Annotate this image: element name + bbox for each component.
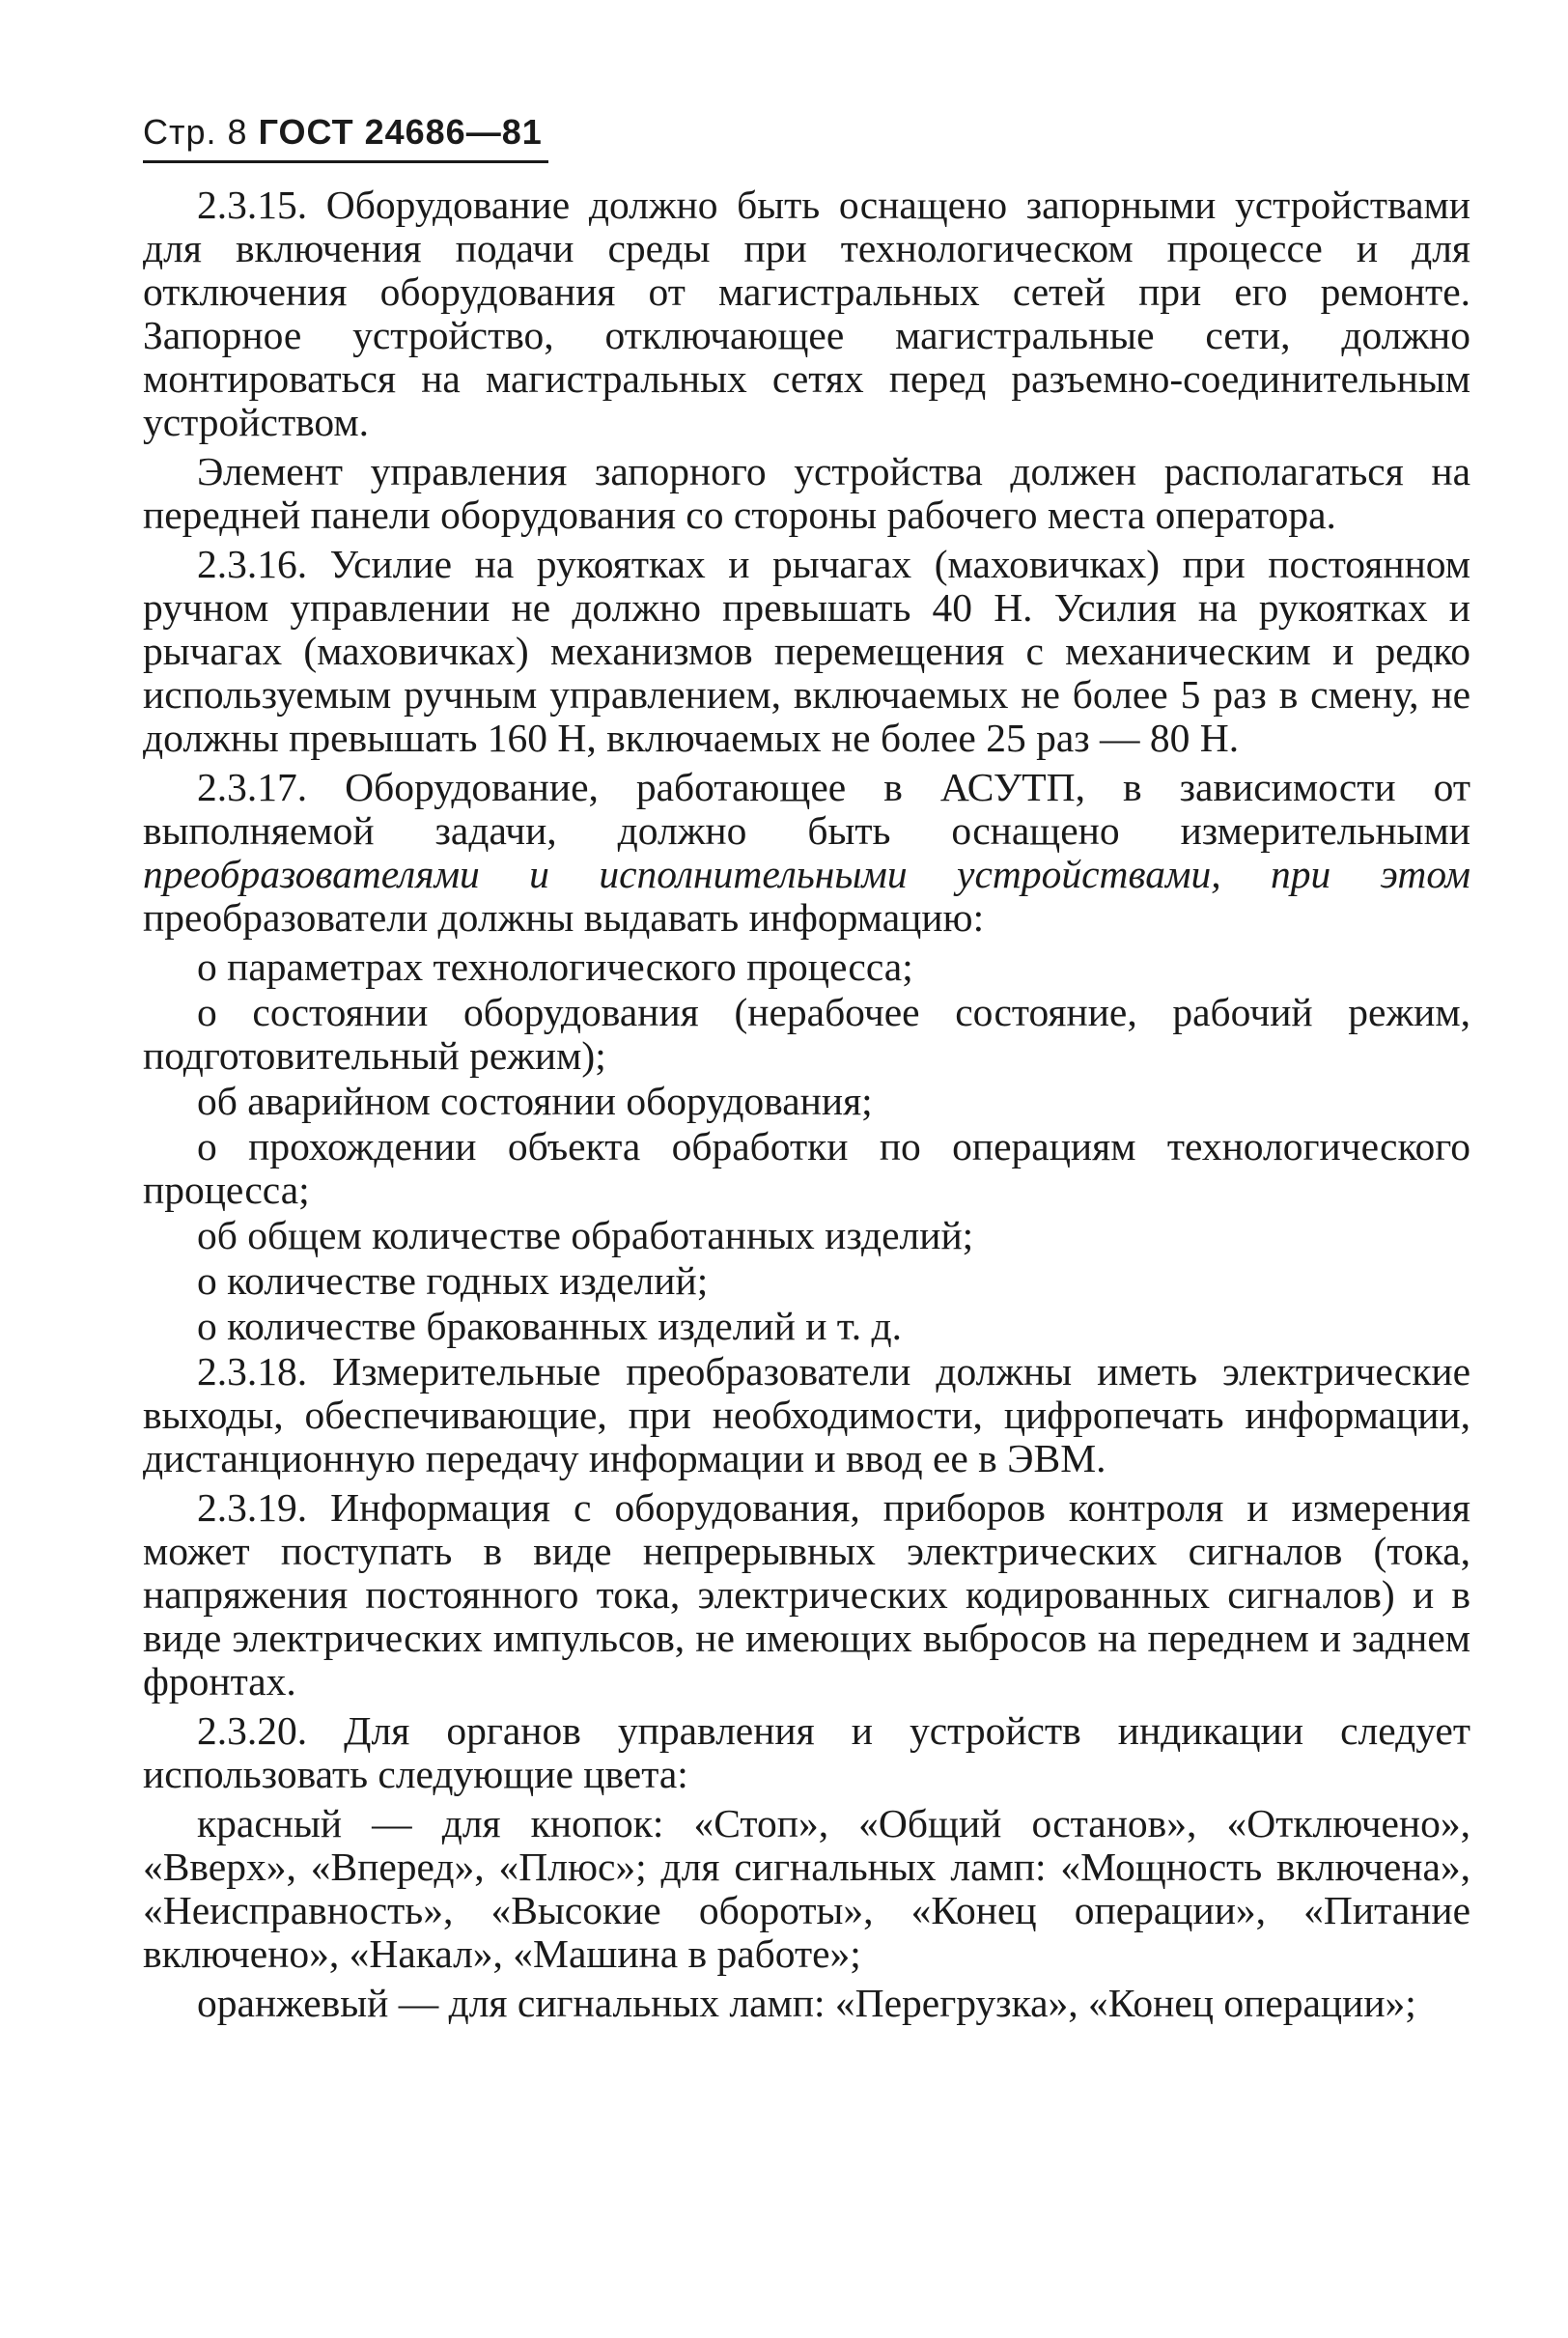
paragraph-2-3-20: 2.3.20. Для органов управления и устройств индикации следует использовать следующие цвета: <box>143 1708 1470 1796</box>
paragraph-control-element: Элемент управления запорного устройства должен располагаться на передней панели оборудования со стороны рабочего места оператора. <box>143 449 1470 537</box>
page-header <box>143 112 543 153</box>
p17-lead: 2.3.17. Оборудование, работающее в АСУТП, в зависимости от выполняемой задачи, должно быть оснащено измерительными <box>143 765 1470 853</box>
list-item: о параметрах технологического процесса; <box>197 944 913 989</box>
paragraph-2-3-18: 2.3.18. Измерительные преобразователи должны иметь электрические выходы, обеспечивающие, при необходимости, цифропечать информации, дистанционную передачу информации и ввод ее в ЭВМ. <box>143 1349 1470 1480</box>
paragraph-2-3-17 <box>143 766 1470 940</box>
document-body <box>143 183 1470 2031</box>
paragraph-2-3-19: 2.3.19. Информация с оборудования, приборов контроля и измерения может поступать в виде непрерывных электрических сигналов (тока, напряжения постоянного тока, электрических кодированных сигналов) и в виде электрических импульсов, не имеющих выбросов на переднем и заднем фронтах. <box>143 1485 1470 1704</box>
list-item: о состоянии оборудования (нерабочее состояние, рабочий режим, подготовительный режим); <box>143 990 1470 1078</box>
paragraph-orange: оранжевый — для сигнальных ламп: «Перегрузка», «Конец операции»; <box>197 1981 1416 2025</box>
list-item: о количестве бракованных изделий и т. д. <box>197 1304 903 1348</box>
standard-number: ГОСТ 24686—81 <box>258 112 543 152</box>
list-item: о количестве годных изделий; <box>197 1258 709 1303</box>
list-item: о прохождении объекта обработки по операциям технологического процесса; <box>143 1124 1470 1212</box>
paragraph-2-3-16: 2.3.16. Усилие на рукоятках и рычагах (маховичках) при постоянном ручном управлении не должно превышать 40 Н. Усилия на рукоятках и рычагах (маховичках) механизмов перемещения с механическим и редко используемым ручным управлением, включаемых не более 5 раз в смену, не должны превышать 160 Н, включаемых не более 25 раз — 80 Н. <box>143 542 1470 760</box>
p17-italic: преобразователями и исполнительными устройствами, при этом <box>143 852 1470 896</box>
header-rule <box>143 160 548 163</box>
page-label: Стр. 8 <box>143 112 248 152</box>
p17-tail: преобразователи должны выдавать информацию: <box>143 895 985 940</box>
list-item: об аварийном состоянии оборудования; <box>197 1079 873 1123</box>
paragraph-2-3-15: 2.3.15. Оборудование должно быть оснащено запорными устройствами для включения подачи среды при технологическом процессе и для отключения оборудования от магистральных сетей при его ремонте. Запорное устройство, отключающее магистральные сети, должно монтироваться на магистральных сетях перед разъемно-соединительным устройством. <box>143 183 1470 444</box>
paragraph-red: красный — для кнопок: «Стоп», «Общий останов», «Отключено», «Вверх», «Вперед», «Плюс»; для сигнальных ламп: «Мощность включена», «Неисправность», «Высокие обороты», «Конец операции», «Питание включено», «Накал», «Машина в работе»; <box>143 1801 1470 1976</box>
list-item: об общем количестве обработанных изделий; <box>197 1213 974 1257</box>
